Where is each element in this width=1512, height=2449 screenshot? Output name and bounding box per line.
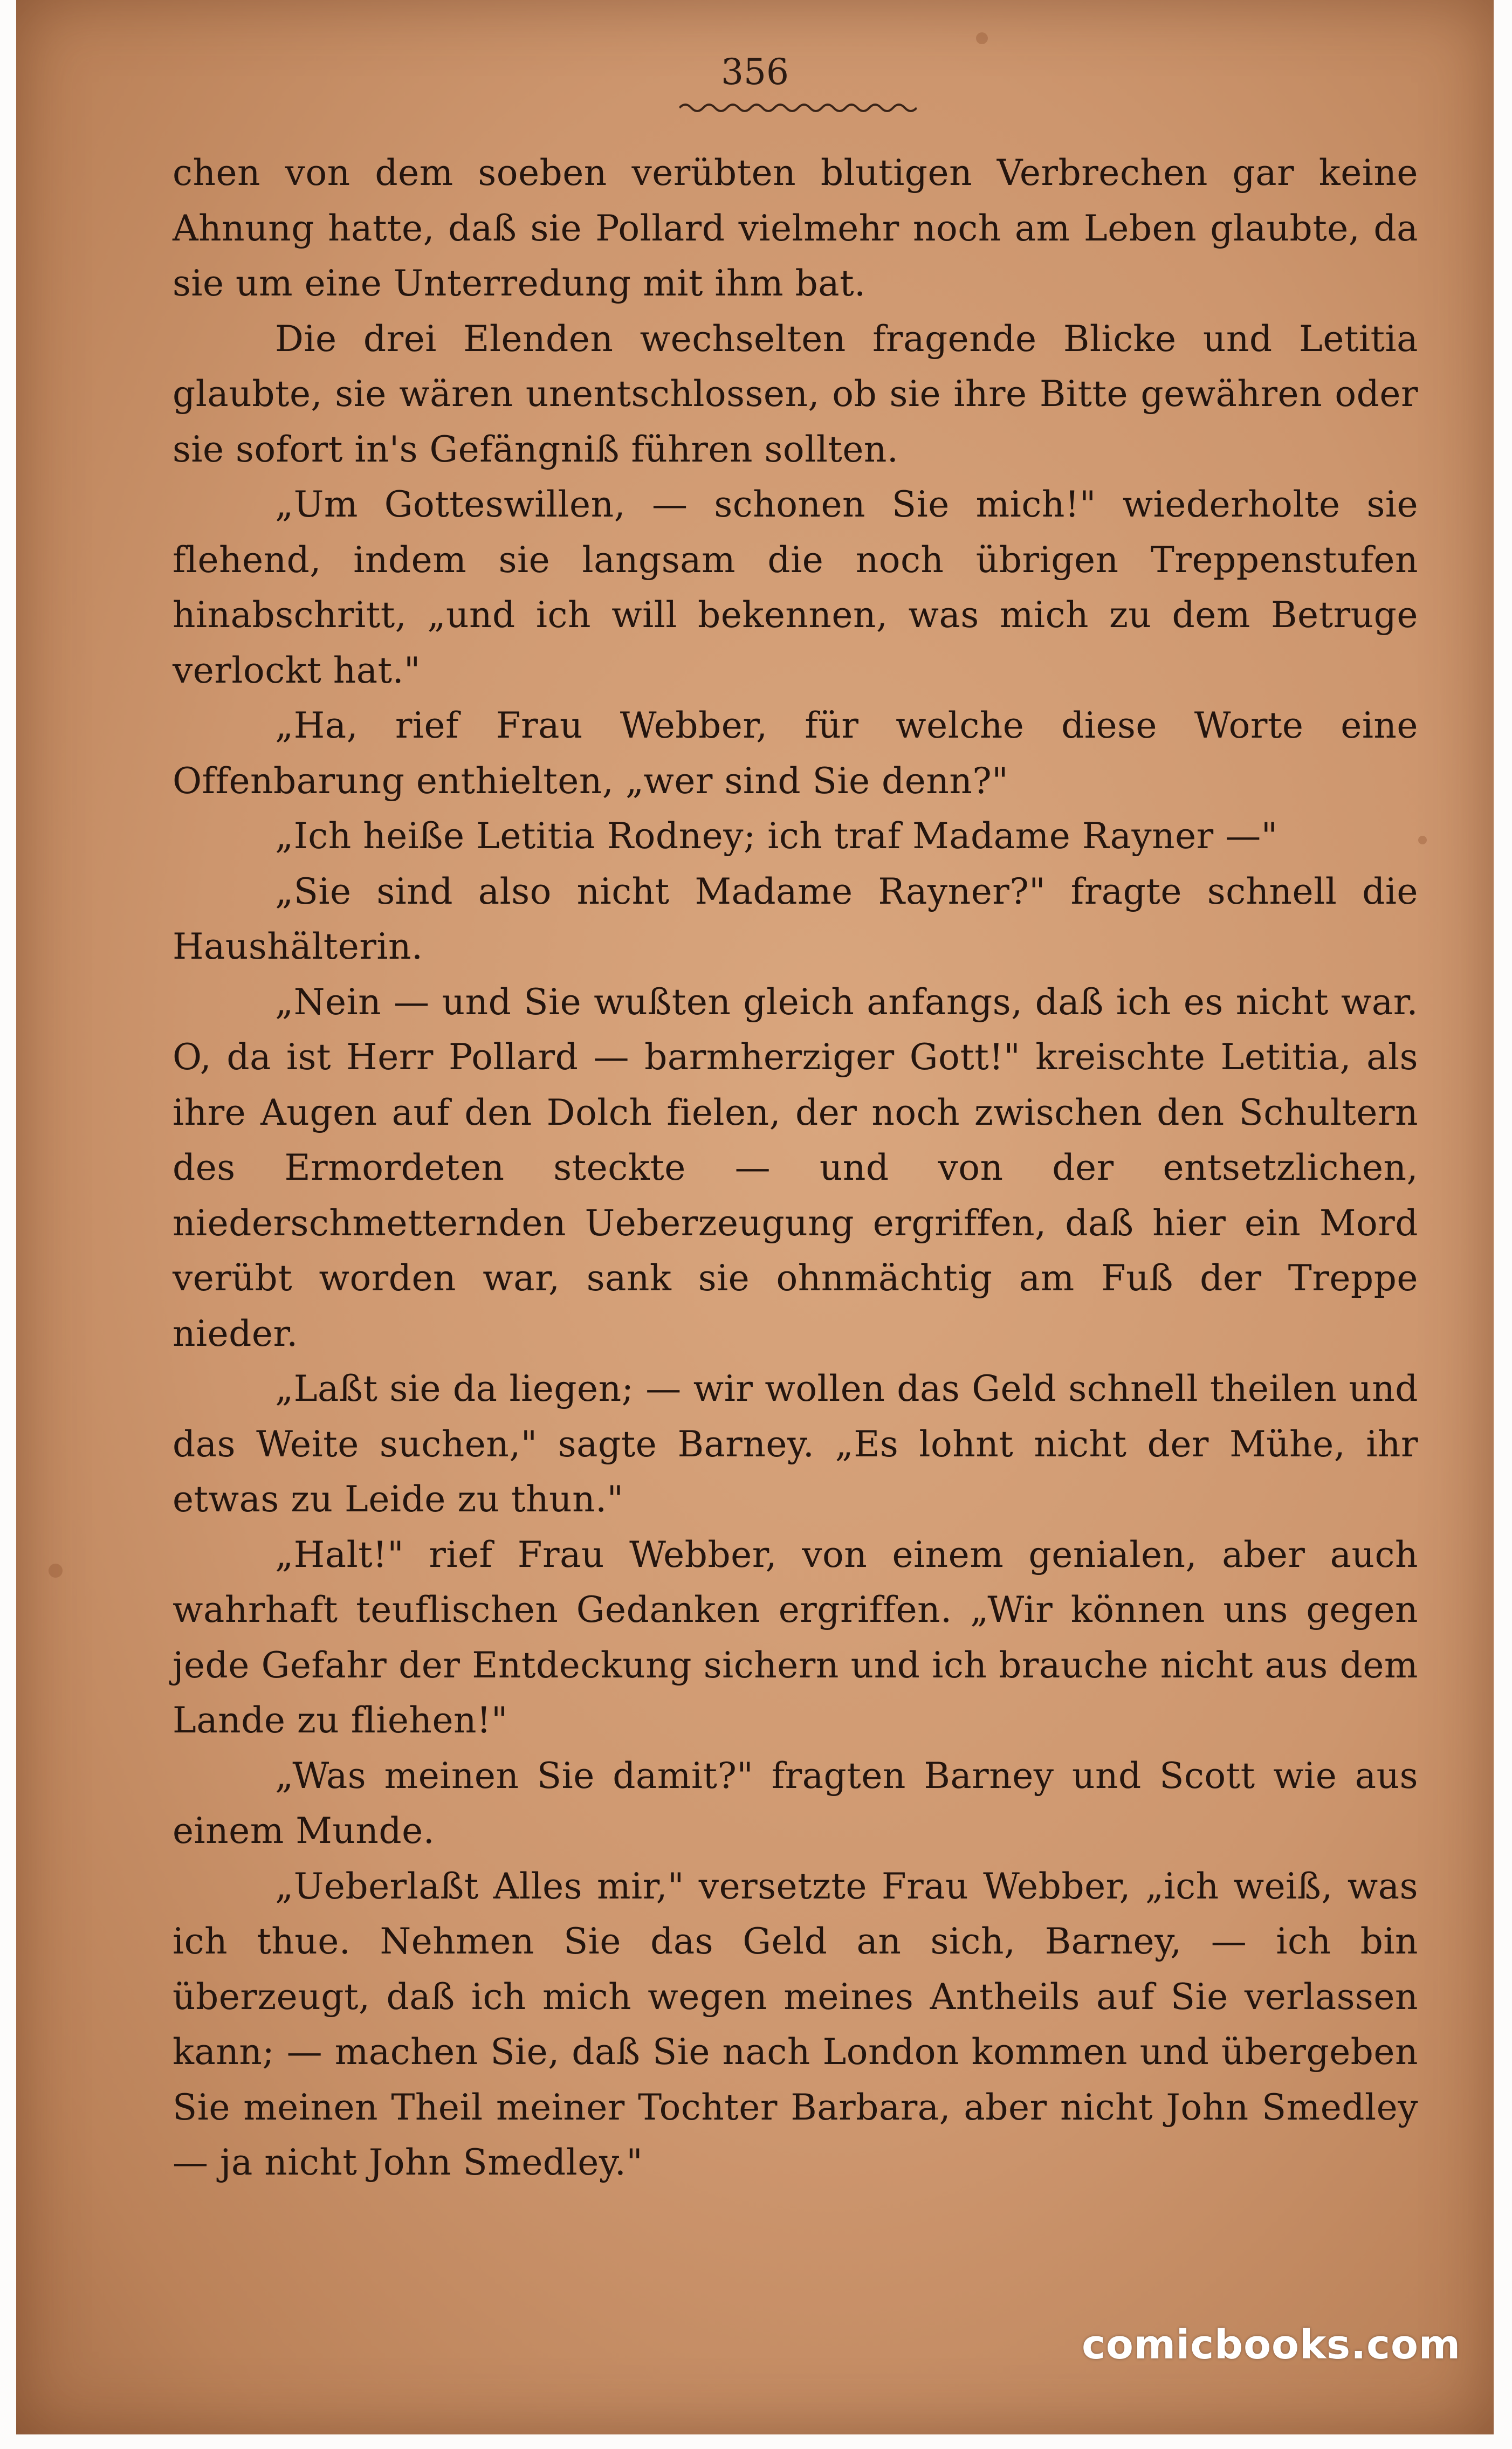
paper-stain xyxy=(1418,836,1427,844)
paragraph: „Halt!" rief Frau Webber, von einem genialen, aber auch wahrhaft teuflischen Gedanken ergriffen. „Wir können uns gegen jede Gefahr der Entdeckung sichern und ich brauche nicht aus dem Lande zu fliehen!" xyxy=(173,1533,1418,1741)
paragraph: „Ha, rief Frau Webber, für welche diese Worte eine Offenbarung enthielten, „wer sind Sie denn?" xyxy=(173,705,1418,802)
book-page xyxy=(16,0,1494,2434)
paragraph: „Was meinen Sie damit?" fragten Barney und Scott wie aus einem Munde. xyxy=(173,1755,1418,1852)
paragraph: chen von dem soeben verübten blutigen Verbrechen gar keine Ahnung hatte, daß sie Pollard vielmehr noch am Leben glaubte, da sie um eine Unterredung mit ihm bat. xyxy=(173,152,1418,304)
watermark-logo: comicbooks.com xyxy=(1082,2322,1461,2368)
paragraph: „Um Gotteswillen, — schonen Sie mich!" wiederholte sie flehend, indem sie langsam die noch übrigen Treppenstufen hinabschritt, „und ich will bekennen, was mich zu dem Betruge verlockt hat." xyxy=(173,484,1418,691)
paragraph: „Ueberlaßt Alles mir," versetzte Frau Webber, „ich weiß, was ich thue. Nehmen Sie das Geld an sich, Barney, — ich bin überzeugt, daß ich mich wegen meines Antheils auf Sie verlassen kann; — machen Sie, daß Sie nach London kommen und übergeben Sie meinen Theil meiner Tochter Barbara, aber nicht John Smedley — ja nicht John Smedley." xyxy=(173,1865,1418,2183)
ornament-divider xyxy=(679,101,917,114)
paragraph: „Sie sind also nicht Madame Rayner?" fragte schnell die Haushälterin. xyxy=(173,870,1418,967)
body-text xyxy=(173,146,1418,2191)
paper-stain xyxy=(976,32,988,44)
paragraph: „Ich heiße Letitia Rodney; ich traf Madame Rayner —" xyxy=(275,815,1278,857)
paper-stain xyxy=(49,1564,63,1578)
paragraph: „Laßt sie da liegen; — wir wollen das Geld schnell theilen und das Weite suchen," sagte Barney. „Es lohnt nicht der Mühe, ihr etwas zu Leide zu thun." xyxy=(173,1368,1418,1520)
paragraph: Die drei Elenden wechselten fragende Blicke und Letitia glaubte, sie wären unentschlossen, ob sie ihre Bitte gewähren oder sie sofort in's Gefängniß führen sollten. xyxy=(173,318,1418,470)
page-number: 356 xyxy=(721,51,789,93)
paragraph: „Nein — und Sie wußten gleich anfangs, daß ich es nicht war. O, da ist Herr Pollard — barmherziger Gott!" kreischte Letitia, als ihre Augen auf den Dolch fielen, der noch zwischen den Schultern des Ermordeten steckte — und von der entsetzlichen, niederschmetternden Ueberzeugung ergriffen, daß hier ein Mord verübt worden war, sank sie ohnmächtig am Fuß der Treppe nieder. xyxy=(173,981,1418,1354)
